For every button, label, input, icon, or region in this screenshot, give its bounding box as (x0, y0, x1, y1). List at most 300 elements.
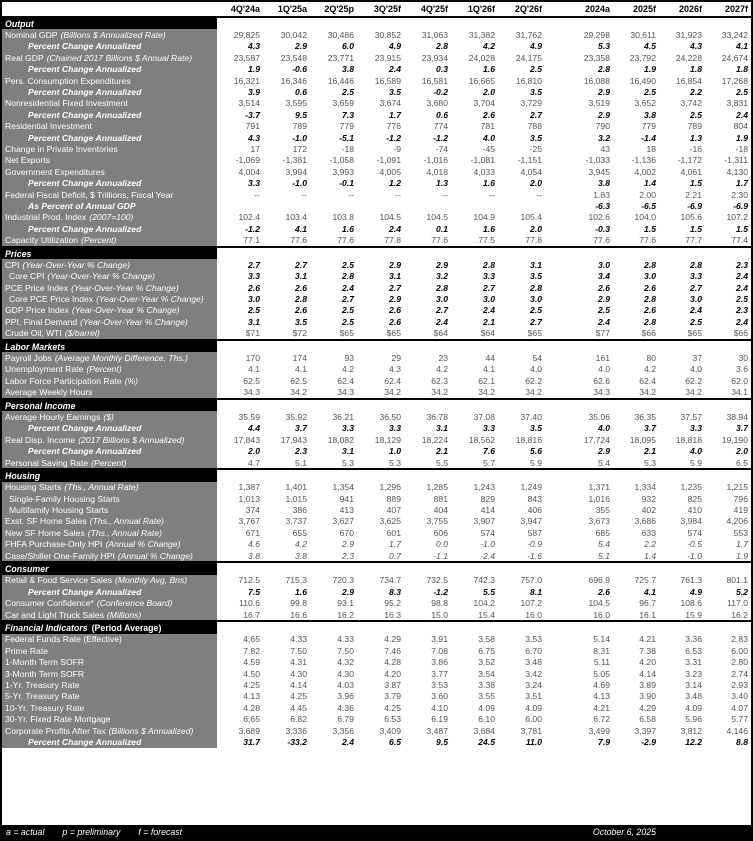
value-cell: 801.1 (726, 575, 748, 586)
row-label-note: (Percent) (91, 457, 127, 468)
row-label-note: ($) (103, 411, 114, 422)
value-cell: 24,028 (468, 52, 495, 63)
row-label (2, 516, 217, 527)
value-cell: 3,984 (680, 516, 702, 527)
value-cell: 15.4 (478, 609, 495, 620)
value-cell: 8.3 (389, 586, 401, 597)
value-cell: -1.1 (433, 550, 448, 561)
value-cell: 4.29 (384, 634, 401, 645)
column-header: 1Q'25a (277, 4, 307, 14)
row-label-text: 1-Yr. Treasury Rate (5, 679, 80, 690)
value-cell: $66 (733, 328, 748, 339)
table-row (2, 177, 751, 188)
value-cell: 1.6 (342, 223, 354, 234)
value-cell: 7.08 (431, 645, 448, 656)
row-label (2, 736, 217, 747)
value-cell: 1.9 (248, 64, 260, 75)
row-values (217, 679, 752, 690)
value-cell: 105.6 (680, 212, 702, 223)
value-cell: 3,627 (332, 516, 354, 527)
value-cell: 93.1 (337, 598, 354, 609)
value-cell: 2.6 (598, 586, 610, 597)
value-cell: 6.53 (685, 645, 702, 656)
value-cell: 3,755 (426, 516, 448, 527)
row-label (2, 457, 217, 468)
value-cell: $65 (386, 328, 401, 339)
value-cell: 0.6 (436, 109, 448, 120)
value-cell: 3.14 (685, 679, 702, 690)
value-cell: 2.7 (690, 282, 702, 293)
value-cell: 655 (292, 527, 307, 538)
value-cell: 2.9 (436, 259, 448, 270)
value-cell: 16.1 (639, 609, 656, 620)
value-cell: 3,812 (680, 725, 702, 736)
row-label (2, 98, 217, 109)
row-label-text: Percent Change Annualized (28, 132, 142, 143)
section-title: Labor Markets (5, 341, 66, 352)
value-cell: 2.5 (248, 305, 260, 316)
value-cell: 4.3 (248, 41, 260, 52)
value-cell: 104.2 (473, 598, 495, 609)
value-cell: 790 (595, 121, 610, 132)
value-cell: 7.3 (342, 109, 354, 120)
value-cell: 2.6 (295, 305, 307, 316)
table-row (2, 539, 751, 550)
value-cell: 4.6 (248, 539, 260, 550)
value-cell: 4.0 (598, 423, 610, 434)
row-label (2, 155, 217, 166)
row-label-note: (Billions $ Annualized) (108, 725, 194, 736)
value-cell: 1.5 (690, 178, 702, 189)
row-values (217, 702, 752, 713)
row-values (217, 328, 752, 339)
value-cell: 19,190 (721, 434, 748, 445)
value-cell: 2.7 (530, 316, 542, 327)
value-cell: 406 (527, 505, 542, 516)
value-cell: 2.7 (436, 305, 448, 316)
value-cell: 4.09 (525, 702, 542, 713)
row-values (217, 52, 752, 63)
column-header: 2027f (724, 4, 748, 14)
value-cell: 34.2 (384, 387, 401, 398)
value-cell: 7.5 (248, 586, 260, 597)
value-cell: 4.2 (342, 364, 354, 375)
value-cell: -1.0 (480, 539, 495, 550)
row-values (217, 234, 752, 245)
value-cell: 4.03 (337, 679, 354, 690)
value-cell: 1.9 (644, 64, 656, 75)
value-cell: 5.11 (593, 657, 610, 668)
value-cell: 3.60 (431, 691, 448, 702)
value-cell: 5.5 (436, 457, 448, 468)
value-cell: 4.30 (290, 668, 307, 679)
row-values (217, 504, 752, 515)
value-cell: 15.0 (431, 609, 448, 620)
table-row (2, 282, 751, 293)
value-cell: 374 (245, 505, 260, 516)
value-cell: 36.21 (332, 411, 354, 422)
value-cell: 2.0 (530, 178, 542, 189)
row-label (2, 434, 217, 445)
value-cell: 3,659 (332, 98, 354, 109)
row-label (2, 305, 217, 316)
value-cell: 4.0 (483, 132, 495, 143)
value-cell: 4.13 (593, 691, 610, 702)
value-cell: 23 (438, 353, 448, 364)
value-cell: 1.7 (736, 539, 748, 550)
value-cell: 3.0 (248, 294, 260, 305)
value-cell: 4.14 (639, 668, 656, 679)
value-cell: 3,409 (379, 725, 401, 736)
table-row (2, 387, 751, 398)
value-cell: 1.4 (644, 178, 656, 189)
row-label-note: (2017 Billions $ Annualized) (78, 434, 185, 445)
row-values (217, 691, 752, 702)
value-cell: 843 (527, 493, 542, 504)
value-cell: -- (301, 189, 307, 200)
value-cell: 29 (391, 353, 401, 364)
value-cell: -1.0 (292, 132, 307, 143)
value-cell: 1,334 (634, 482, 656, 493)
value-cell: 62.2 (525, 375, 542, 386)
column-header: 2026f (678, 4, 702, 14)
row-label (2, 375, 217, 386)
legend-preliminary: p = preliminary (62, 827, 121, 837)
value-cell: 80 (646, 353, 656, 364)
row-label-note: (%) (124, 375, 138, 386)
value-cell: 2.8 (690, 259, 702, 270)
value-cell: 2.9 (389, 259, 401, 270)
value-cell: -0.1 (339, 178, 354, 189)
value-cell: 3,993 (332, 166, 354, 177)
row-label-text: Prime Rate (5, 645, 48, 656)
value-cell: 37 (692, 353, 702, 364)
row-label-text: Percent Change Annualized (28, 586, 142, 597)
value-cell: 4.13 (243, 691, 260, 702)
value-cell: 103.8 (332, 212, 354, 223)
row-label-text: Percent Change Annualized (28, 423, 142, 434)
row-label (2, 609, 217, 620)
value-cell: 2.4 (436, 316, 448, 327)
value-cell: 1.5 (736, 223, 748, 234)
row-label-note: (Year-Over-Year % Change) (71, 282, 179, 293)
value-cell: 4.28 (243, 702, 260, 713)
row-values (217, 634, 752, 645)
value-cell: 77.6 (431, 235, 448, 246)
value-cell: 2.5 (342, 259, 354, 270)
value-cell: 4.9 (690, 586, 702, 597)
row-values (217, 98, 752, 109)
value-cell: 4.32 (337, 657, 354, 668)
value-cell: 1.8 (690, 64, 702, 75)
value-cell: 8.31 (593, 645, 610, 656)
value-cell: 24,674 (721, 52, 748, 63)
value-cell: 4.28 (384, 657, 401, 668)
value-cell: 77.4 (731, 235, 748, 246)
table-row (2, 725, 751, 736)
value-cell: -1,016 (423, 155, 448, 166)
value-cell: 6.65 (243, 714, 260, 725)
value-cell: 791 (245, 121, 260, 132)
value-cell: 2.5 (690, 109, 702, 120)
value-cell: $65 (687, 328, 702, 339)
value-cell: 5.5 (483, 586, 495, 597)
value-cell: 3,781 (520, 725, 542, 736)
value-cell: 1.7 (736, 178, 748, 189)
value-cell: 2.4 (389, 223, 401, 234)
value-cell: $72 (292, 328, 307, 339)
value-cell: 2.0 (483, 87, 495, 98)
row-label (2, 189, 217, 200)
value-cell: 4.25 (243, 679, 260, 690)
value-cell: 18,562 (468, 434, 495, 445)
value-cell: 3.0 (530, 294, 542, 305)
value-cell: 5.6 (530, 446, 542, 457)
value-cell: 3.8 (248, 550, 260, 561)
value-cell: 34.3 (243, 387, 260, 398)
value-cell: 5.05 (593, 668, 610, 679)
value-cell: -2.4 (480, 550, 495, 561)
table-row (2, 586, 751, 597)
value-cell: 77.7 (685, 235, 702, 246)
value-cell: 3.7 (295, 423, 307, 434)
value-cell: 3.3 (483, 271, 495, 282)
value-cell: 62.0 (731, 375, 748, 386)
value-cell: 3,742 (680, 98, 702, 109)
column-header: 4Q'24a (230, 4, 260, 14)
row-label (2, 259, 217, 270)
row-label-note: (Monthly Avg, Bns) (115, 575, 188, 586)
value-cell: 4.29 (639, 702, 656, 713)
section-header-housing (2, 468, 751, 481)
row-values (217, 271, 752, 282)
value-cell: 2.3 (736, 305, 748, 316)
row-label (2, 504, 217, 515)
value-cell: 804 (733, 121, 748, 132)
value-cell: -45 (482, 143, 495, 154)
value-cell: 779 (641, 121, 656, 132)
value-cell: 5.3 (342, 457, 354, 468)
table-row (2, 305, 751, 316)
value-cell: 3,336 (285, 725, 307, 736)
value-cell: 1.4 (644, 550, 656, 561)
value-cell: 3.5 (295, 316, 307, 327)
value-cell: 4.2 (436, 364, 448, 375)
value-cell: 1,296 (379, 482, 401, 493)
section-label (2, 622, 217, 633)
value-cell: -16 (689, 143, 702, 154)
value-cell: 4.21 (639, 634, 656, 645)
value-cell: 355 (595, 505, 610, 516)
value-cell: 3.3 (342, 423, 354, 434)
value-cell: 4.10 (431, 702, 448, 713)
value-cell: 6.19 (431, 714, 448, 725)
row-label (2, 702, 217, 713)
value-cell: -1,081 (470, 155, 495, 166)
value-cell: 4.50 (243, 668, 260, 679)
value-cell: 2.4 (736, 316, 748, 327)
value-cell: -1.2 (433, 132, 448, 143)
value-cell: -- (395, 189, 401, 200)
value-cell: 670 (339, 527, 354, 538)
value-cell: 7.46 (384, 645, 401, 656)
value-cell: 117.0 (727, 598, 748, 609)
value-cell: -1,311 (724, 155, 748, 166)
value-cell: 3.1 (436, 423, 448, 434)
value-cell: -1,069 (235, 155, 260, 166)
section-header-personal-income (2, 398, 751, 411)
value-cell: 9.5 (295, 109, 307, 120)
value-cell: 601 (386, 527, 401, 538)
row-values (217, 282, 752, 293)
section-header-financial-indicators (2, 620, 751, 633)
value-cell: 6.79 (337, 714, 354, 725)
value-cell: 3.8 (598, 178, 610, 189)
row-label-text: 5-Yr. Treasury Rate (5, 691, 80, 702)
value-cell: 1,401 (285, 482, 307, 493)
row-label-text: Capacity Utilization (5, 235, 79, 246)
value-cell: 2.3 (295, 446, 307, 457)
row-label (2, 656, 217, 667)
value-cell: 2.5 (342, 316, 354, 327)
row-label-note: (Year-Over-Year % Change) (96, 294, 204, 305)
row-label (2, 200, 217, 211)
table-row (2, 121, 751, 132)
value-cell: 1.6 (295, 586, 307, 597)
value-cell: 3,595 (285, 98, 307, 109)
value-cell: 4.31 (290, 657, 307, 668)
row-label (2, 586, 217, 597)
table-row (2, 293, 751, 304)
value-cell: $64 (480, 328, 495, 339)
table-row (2, 736, 751, 747)
value-cell: 16,346 (280, 75, 307, 86)
value-cell: 36.78 (426, 411, 448, 422)
row-values (217, 598, 752, 609)
value-cell: 1,015 (285, 493, 307, 504)
value-cell: 3.31 (685, 657, 702, 668)
value-cell: 5.14 (593, 634, 610, 645)
value-cell: 104.9 (473, 212, 495, 223)
value-cell: 3.90 (639, 691, 656, 702)
value-cell: 4.1 (644, 586, 656, 597)
value-cell: 671 (245, 527, 260, 538)
row-label-text: As Percent of Annual GDP (28, 200, 136, 211)
value-cell: 4.3 (389, 364, 401, 375)
section-label (2, 563, 217, 574)
row-label-text: Crude Oil, WTI (5, 328, 62, 339)
value-cell: 720.3 (332, 575, 354, 586)
value-cell: 1.7 (389, 109, 401, 120)
value-cell: 4.5 (644, 41, 656, 52)
value-cell: 31,382 (468, 30, 495, 41)
value-cell: 30 (738, 353, 748, 364)
row-label (2, 482, 217, 493)
value-cell: 104.5 (379, 212, 401, 223)
value-cell: 2.9 (342, 539, 354, 550)
value-cell: 1.83 (593, 189, 610, 200)
value-cell: 1,013 (238, 493, 260, 504)
value-cell: 3.1 (248, 316, 260, 327)
value-cell: 29,298 (583, 30, 610, 41)
section-label (2, 18, 217, 29)
value-cell: 31,762 (515, 30, 542, 41)
value-cell: 1.8 (736, 64, 748, 75)
value-cell: 43 (600, 143, 610, 154)
value-cell: 34.3 (337, 387, 354, 398)
value-cell: 2.8 (436, 41, 448, 52)
value-cell: 4.36 (337, 702, 354, 713)
value-cell: 2.4 (483, 305, 495, 316)
row-values (217, 64, 752, 75)
value-cell: 16.0 (593, 609, 610, 620)
row-values (217, 387, 752, 398)
row-label-text: Change in Private Inventories (5, 143, 118, 154)
value-cell: 2.4 (342, 736, 354, 747)
value-cell: 3.58 (478, 634, 495, 645)
value-cell: 3,673 (588, 516, 610, 527)
value-cell: 3.24 (525, 679, 542, 690)
value-cell: 1.9 (736, 550, 748, 561)
value-cell: 2.8 (436, 282, 448, 293)
row-label-text: Case/Shiller One-Family HPI (5, 550, 115, 561)
footer-bar (2, 825, 751, 839)
column-header: 2Q'25p (324, 4, 354, 14)
table-row (2, 445, 751, 456)
table-row (2, 166, 751, 177)
value-cell: 24.5 (478, 736, 495, 747)
value-cell: 3.53 (525, 634, 542, 645)
value-cell: 3.48 (525, 657, 542, 668)
row-label-text: Average Hourly Earnings (5, 411, 101, 422)
row-label-text: Net Exports (5, 155, 50, 166)
value-cell: 44 (485, 353, 495, 364)
value-cell: 732.5 (426, 575, 448, 586)
value-cell: 2.9 (598, 109, 610, 120)
row-label-text: Car and Light Truck Sales (5, 609, 104, 620)
value-cell: 3.5 (530, 423, 542, 434)
table-row (2, 75, 751, 86)
table-row (2, 86, 751, 97)
row-label-text: PPI, Final Demand (5, 316, 78, 327)
value-cell: 4.0 (530, 364, 542, 375)
value-cell: 110.6 (239, 598, 260, 609)
value-cell: 0.7 (389, 550, 401, 561)
row-label-note: (Ths., Annual Rate) (64, 482, 139, 493)
value-cell: 34.2 (431, 387, 448, 398)
value-cell: 77.6 (639, 235, 656, 246)
value-cell: 161 (595, 353, 610, 364)
section-title: Consumer (5, 564, 49, 575)
table-row (2, 457, 751, 468)
table-row (2, 516, 751, 527)
value-cell: 2.93 (731, 679, 748, 690)
value-cell: 2.3 (736, 259, 748, 270)
section-header-labor-markets (2, 339, 751, 352)
value-cell: 16.6 (290, 609, 307, 620)
value-cell: 3,487 (426, 725, 448, 736)
value-cell: 4.3 (248, 132, 260, 143)
value-cell: 35.59 (238, 411, 260, 422)
value-cell: 6.5 (736, 457, 748, 468)
row-values (217, 516, 752, 527)
value-cell: 3,625 (379, 516, 401, 527)
row-label (2, 109, 217, 120)
row-label (2, 121, 217, 132)
value-cell: 4.20 (639, 657, 656, 668)
value-cell: -- (489, 189, 495, 200)
table-row (2, 493, 751, 504)
